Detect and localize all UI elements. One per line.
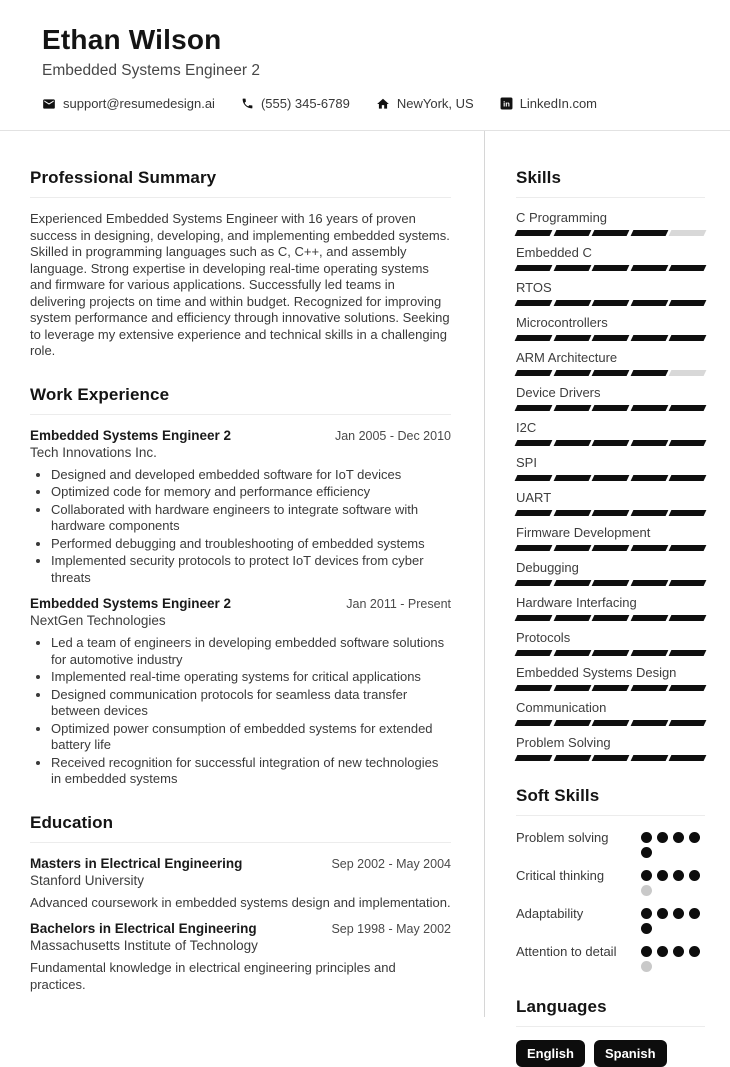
skill-row — [516, 456, 705, 481]
home-icon — [376, 97, 390, 111]
skill-bar-segment — [630, 405, 667, 411]
skill-row — [516, 561, 705, 586]
skill-bar-segment — [669, 720, 706, 726]
skill-bar-segment — [669, 335, 706, 341]
skill-bar-segment — [515, 720, 552, 726]
job-dates: Jan 2011 - Present — [346, 597, 451, 612]
skill-bar-segment — [592, 580, 629, 586]
soft-skill-dots — [641, 829, 705, 858]
skill-bar-segment — [515, 510, 552, 516]
skill-bar-segment — [553, 685, 590, 691]
education-degree: Bachelors in Electrical Engineering — [30, 921, 257, 937]
soft-skill-dot — [689, 870, 700, 881]
skill-bar-segment — [630, 685, 667, 691]
section-professional-summary — [30, 168, 451, 360]
skill-bar-segment — [592, 300, 629, 306]
soft-skill-row — [516, 943, 705, 972]
skill-row — [516, 666, 705, 691]
soft-skill-dot — [657, 908, 668, 919]
education-school: Massachusetts Institute of Technology — [30, 938, 258, 954]
job-bullet: • Designed communication protocols for seamless data transfer between devices — [51, 687, 451, 720]
language-badge: Spanish — [594, 1040, 667, 1067]
skill-bar-segment — [630, 545, 667, 551]
skill-level-bar — [516, 685, 705, 691]
skill-bar-segment — [553, 475, 590, 481]
skill-bar-segment — [592, 475, 629, 481]
skill-bar-segment — [515, 300, 552, 306]
skill-name: C Programming — [516, 210, 608, 226]
skill-bar-segment — [630, 335, 667, 341]
soft-skill-dot — [673, 908, 684, 919]
skill-bar-segment — [553, 440, 590, 446]
skill-bar-segment — [592, 615, 629, 621]
skill-name: Firmware Development — [516, 525, 651, 541]
skill-bar-segment — [592, 230, 629, 236]
job-entry — [30, 428, 451, 587]
skill-level-bar — [516, 755, 705, 761]
contact-row — [42, 96, 688, 111]
email-icon — [42, 97, 56, 111]
skill-level-bar — [516, 510, 705, 516]
skill-level-bar — [516, 300, 705, 306]
skill-bar-segment — [553, 370, 590, 376]
skill-bar-segment — [553, 405, 590, 411]
skill-level-bar — [516, 335, 705, 341]
soft-skill-name: Critical thinking — [516, 868, 605, 884]
skill-bar-segment — [630, 300, 667, 306]
section-work-experience — [30, 385, 451, 788]
person-name: Ethan Wilson — [42, 24, 222, 55]
skill-name: ARM Architecture — [516, 350, 618, 366]
soft-skill-row — [516, 867, 705, 896]
job-head — [30, 596, 451, 611]
contact-phone — [241, 96, 350, 111]
soft-skill-name: Problem solving — [516, 830, 609, 846]
person-headline: Embedded Systems Engineer 2 — [42, 62, 260, 80]
skill-name: Microcontrollers — [516, 315, 608, 331]
soft-skills-list — [516, 829, 705, 972]
skill-bar-segment — [553, 650, 590, 656]
svg-text:in: in — [502, 99, 510, 109]
skill-bar-segment — [592, 545, 629, 551]
job-bullet: • Designed and developed embedded software for IoT devices — [51, 467, 451, 484]
language-badge: English — [516, 1040, 585, 1067]
job-dates: Jan 2005 - Dec 2010 — [334, 428, 451, 443]
skill-bar-segment — [592, 335, 629, 341]
skill-bar-segment — [630, 615, 667, 621]
skill-bar-segment — [592, 685, 629, 691]
skill-level-bar — [516, 405, 705, 411]
skill-bar-segment — [669, 230, 706, 236]
sidebar-column — [485, 131, 730, 1062]
skill-bar-segment — [669, 510, 706, 516]
skill-bar-segment — [669, 475, 706, 481]
skill-bar-segment — [515, 650, 552, 656]
education-description: Fundamental knowledge in electrical engineering principles and practices. — [30, 960, 396, 992]
contact-email-text: support@resumedesign.ai — [63, 96, 215, 112]
skill-bar-segment — [669, 440, 706, 446]
skill-bar-segment — [630, 475, 667, 481]
education-dates: Sep 2002 - May 2004 — [331, 856, 451, 871]
skill-name: Problem Solving — [516, 735, 611, 751]
skill-bar-segment — [630, 265, 667, 271]
soft-skill-dot — [641, 847, 652, 858]
skills-heading: Skills — [516, 168, 562, 188]
skill-bar-segment — [553, 580, 590, 586]
contact-phone-text: (555) 345-6789 — [260, 96, 350, 112]
soft-skill-dot — [673, 870, 684, 881]
skill-bar-segment — [630, 720, 667, 726]
skill-bar-segment — [515, 230, 552, 236]
skill-level-bar — [516, 265, 705, 271]
job-head — [30, 428, 451, 443]
soft-skill-row — [516, 905, 705, 934]
section-divider — [516, 1026, 705, 1027]
skill-bar-segment — [515, 615, 552, 621]
skill-bar-segment — [553, 755, 590, 761]
skill-bar-segment — [592, 755, 629, 761]
skill-bar-segment — [630, 580, 667, 586]
skill-row — [516, 596, 705, 621]
section-divider — [30, 414, 451, 415]
education-school: Stanford University — [30, 872, 145, 888]
job-bullet: • Optimized code for memory and performance efficiency — [51, 484, 451, 501]
contact-location-text: NewYork, US — [396, 96, 474, 112]
skill-bar-segment — [553, 335, 590, 341]
job-bullet: • Optimized power consumption of embedded systems for extended battery life — [51, 721, 451, 754]
education-head — [30, 921, 451, 936]
skill-bar-segment — [592, 510, 629, 516]
job-company: NextGen Technologies — [30, 613, 166, 629]
linkedin-icon — [500, 97, 513, 110]
skill-bar-segment — [515, 580, 552, 586]
skill-row — [516, 211, 705, 236]
education-heading: Education — [30, 812, 114, 832]
main-column — [0, 131, 485, 1017]
section-languages — [516, 997, 705, 1067]
skill-bar-segment — [553, 720, 590, 726]
skill-bar-segment — [553, 265, 590, 271]
skill-name: Device Drivers — [516, 385, 601, 401]
skill-bar-segment — [669, 755, 706, 761]
content-columns — [0, 131, 730, 1062]
skill-level-bar — [516, 370, 705, 376]
soft-skill-dot — [673, 946, 684, 957]
skill-row — [516, 281, 705, 306]
section-soft-skills — [516, 786, 705, 972]
skill-name: RTOS — [516, 280, 552, 296]
soft-skill-dot — [657, 832, 668, 843]
skill-bar-segment — [630, 370, 667, 376]
skill-bar-segment — [669, 545, 706, 551]
soft-skill-dots — [641, 905, 705, 934]
job-bullet: • Implemented real-time operating systems for critical applications — [51, 669, 451, 686]
education-entry — [30, 856, 451, 912]
soft-skill-name: Attention to detail — [516, 944, 617, 960]
soft-skill-dot — [641, 832, 652, 843]
experience-heading: Work Experience — [30, 384, 170, 404]
skill-name: SPI — [516, 455, 537, 471]
soft-skill-dot — [689, 832, 700, 843]
skill-bar-segment — [669, 300, 706, 306]
skill-bar-segment — [669, 580, 706, 586]
skill-row — [516, 526, 705, 551]
contact-linkedin — [500, 96, 597, 111]
contact-linkedin-text: LinkedIn.com — [519, 96, 598, 112]
section-skills — [516, 168, 705, 761]
soft-skill-dot — [689, 908, 700, 919]
soft-skill-dots — [641, 943, 705, 972]
skill-bar-segment — [669, 685, 706, 691]
soft-skill-dot — [689, 946, 700, 957]
summary-text: Experienced Embedded Systems Engineer with 16 years of proven success in designing, developing, and implementing embedded systems. Skilled in programming languages such as C, C++, and assembly language. Strong expertise in developing real-time operating systems and firmware for various applications. Successfully led teams in delivering projects on time and within budget. Recognized for improving system performance and efficiency through innovative solutions. Seeking to leverage my extensive experience and technical skills in a challenging role. — [30, 211, 450, 359]
skill-name: Embedded Systems Design — [516, 665, 677, 681]
skill-bar-segment — [592, 265, 629, 271]
skill-bar-segment — [515, 755, 552, 761]
jobs-list — [30, 428, 451, 788]
skill-bar-segment — [592, 720, 629, 726]
section-education — [30, 813, 451, 994]
section-divider — [516, 815, 705, 816]
job-entry — [30, 596, 451, 788]
soft-skill-dot — [641, 908, 652, 919]
job-title: Embedded Systems Engineer 2 — [30, 596, 232, 612]
resume-header — [0, 0, 730, 131]
skill-row — [516, 491, 705, 516]
job-title: Embedded Systems Engineer 2 — [30, 427, 232, 443]
soft-skill-dot — [657, 870, 668, 881]
skill-bar-segment — [515, 685, 552, 691]
job-company: Tech Innovations Inc. — [30, 444, 157, 460]
soft-skill-dot — [641, 961, 652, 972]
skill-bar-segment — [592, 405, 629, 411]
skill-row — [516, 316, 705, 341]
job-bullets — [30, 635, 451, 788]
skill-bar-segment — [669, 370, 706, 376]
skill-name: Protocols — [516, 630, 571, 646]
skill-bar-segment — [515, 405, 552, 411]
skill-name: Hardware Interfacing — [516, 595, 637, 611]
soft-skill-dot — [641, 870, 652, 881]
skill-bar-segment — [630, 230, 667, 236]
education-dates: Sep 1998 - May 2002 — [331, 922, 451, 937]
job-bullet: • Led a team of engineers in developing embedded software solutions for automotive industry — [51, 635, 451, 668]
skill-level-bar — [516, 230, 705, 236]
skill-name: Communication — [516, 700, 607, 716]
skill-bar-segment — [592, 650, 629, 656]
education-head — [30, 856, 451, 871]
skill-bar-segment — [515, 545, 552, 551]
skill-bar-segment — [515, 440, 552, 446]
skill-row — [516, 701, 705, 726]
skill-name: I2C — [516, 420, 537, 436]
skill-level-bar — [516, 545, 705, 551]
skill-bar-segment — [630, 755, 667, 761]
soft-skill-row — [516, 829, 705, 858]
skill-bar-segment — [669, 405, 706, 411]
skill-bar-segment — [515, 265, 552, 271]
job-bullet: • Received recognition for successful integration of new technologies in embedded systems — [51, 755, 451, 788]
skill-name: Debugging — [516, 560, 579, 576]
skill-bar-segment — [515, 335, 552, 341]
education-degree: Masters in Electrical Engineering — [30, 855, 243, 871]
section-divider — [30, 842, 451, 843]
skill-level-bar — [516, 475, 705, 481]
skill-bar-segment — [553, 300, 590, 306]
job-bullet: • Performed debugging and troubleshooting of embedded systems — [51, 536, 451, 553]
skill-row — [516, 246, 705, 271]
education-list — [30, 856, 451, 994]
job-bullet: • Implemented security protocols to protect IoT devices from cyber threats — [51, 553, 451, 586]
summary-heading: Professional Summary — [30, 168, 217, 188]
skills-list — [516, 211, 705, 761]
skill-row — [516, 736, 705, 761]
soft-skill-dot — [641, 946, 652, 957]
skill-level-bar — [516, 650, 705, 656]
skill-level-bar — [516, 720, 705, 726]
soft-skill-dot — [641, 885, 652, 896]
contact-location — [376, 96, 474, 111]
soft-skill-dot — [641, 923, 652, 934]
skill-name: Embedded C — [516, 245, 592, 261]
skill-bar-segment — [630, 440, 667, 446]
skill-bar-segment — [553, 545, 590, 551]
contact-email — [42, 96, 215, 111]
skill-bar-segment — [592, 440, 629, 446]
soft-skill-dot — [657, 946, 668, 957]
section-divider — [516, 197, 705, 198]
skill-level-bar — [516, 615, 705, 621]
education-entry — [30, 921, 451, 993]
skill-bar-segment — [669, 650, 706, 656]
skill-row — [516, 631, 705, 656]
job-bullets — [30, 467, 451, 587]
skill-row — [516, 386, 705, 411]
skill-bar-segment — [630, 650, 667, 656]
soft-skill-dot — [673, 832, 684, 843]
job-bullet: • Collaborated with hardware engineers to integrate software with hardware components — [51, 502, 451, 535]
soft-skills-heading: Soft Skills — [516, 786, 600, 806]
skill-level-bar — [516, 440, 705, 446]
skill-row — [516, 351, 705, 376]
education-description: Advanced coursework in embedded systems design and implementation. — [30, 894, 451, 910]
soft-skill-name: Adaptability — [516, 906, 584, 922]
skill-name: UART — [516, 490, 552, 506]
phone-icon — [241, 97, 254, 110]
skill-bar-segment — [630, 510, 667, 516]
skill-level-bar — [516, 580, 705, 586]
skill-bar-segment — [515, 370, 552, 376]
skill-bar-segment — [669, 265, 706, 271]
languages-heading: Languages — [516, 997, 607, 1017]
languages-list — [516, 1040, 705, 1067]
skill-bar-segment — [553, 230, 590, 236]
skill-bar-segment — [553, 615, 590, 621]
section-divider — [30, 197, 451, 198]
skill-bar-segment — [553, 510, 590, 516]
soft-skill-dots — [641, 867, 705, 896]
skill-bar-segment — [669, 615, 706, 621]
skill-row — [516, 421, 705, 446]
skill-bar-segment — [592, 370, 629, 376]
skill-bar-segment — [515, 475, 552, 481]
